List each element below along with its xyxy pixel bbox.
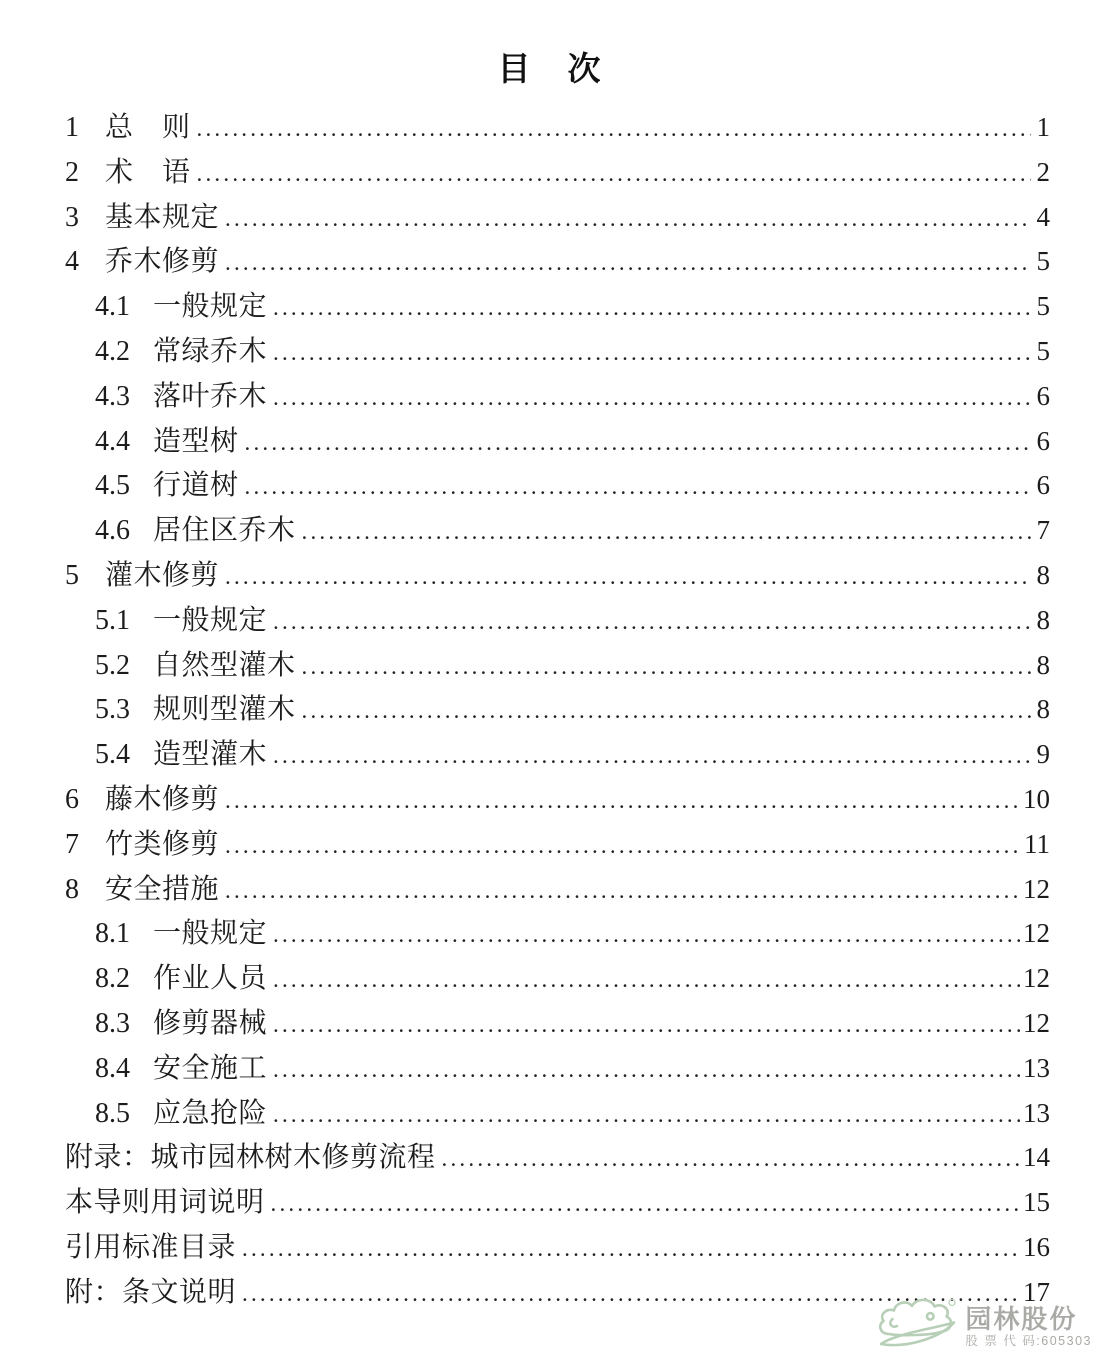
- toc-entry: [65, 1046, 1050, 1091]
- toc-entry: [65, 867, 1050, 912]
- toc-page-number: 6: [1036, 470, 1050, 501]
- toc-entry-label: 引用标准目录: [65, 1231, 237, 1263]
- toc-page-number: 14: [1023, 1142, 1050, 1173]
- toc-page-number: 12: [1023, 918, 1050, 949]
- toc-entry-number: 4.2: [95, 335, 130, 367]
- toc-page-number: 6: [1036, 380, 1050, 411]
- toc-entry-label: 自然型灌木: [153, 649, 296, 681]
- toc-entry: [65, 732, 1050, 777]
- toc-page-number: 12: [1023, 963, 1050, 994]
- dot-leader: [242, 1227, 1020, 1275]
- toc-entry-label: 造型灌木: [153, 739, 268, 771]
- toc-entry: [65, 822, 1050, 867]
- dot-leader: [302, 510, 1031, 558]
- toc-entry-number: 2: [65, 156, 79, 188]
- toc-entry-label: 居住区乔木: [153, 515, 296, 547]
- dot-leader: [273, 1093, 1020, 1141]
- toc-entry: [65, 150, 1050, 195]
- toc-entry: [65, 1135, 1050, 1180]
- toc-page-number: 5: [1036, 291, 1050, 322]
- toc-page-number: 13: [1023, 1052, 1050, 1083]
- dot-leader: [273, 600, 1031, 648]
- toc-entry: [65, 508, 1050, 553]
- toc-entry-label: 术 语: [105, 156, 191, 188]
- toc-entry-number: 8.3: [95, 1007, 130, 1039]
- toc-entry-number: 4.4: [95, 425, 130, 457]
- toc-entry-number: 5.3: [95, 694, 130, 726]
- toc-entry-number: 8.5: [95, 1097, 130, 1129]
- toc-page-number: 9: [1036, 739, 1050, 770]
- toc-entry: [65, 687, 1050, 732]
- toc-page-number: 12: [1023, 1007, 1050, 1038]
- cloud-logo-icon: [874, 1295, 960, 1358]
- toc-entry-label: 乔木修剪: [105, 246, 220, 278]
- toc-entry-number: 7: [65, 828, 79, 860]
- dot-leader: [442, 1137, 1020, 1185]
- dot-leader: [273, 734, 1031, 782]
- toc-page-number: 13: [1023, 1097, 1050, 1128]
- toc-entry-number: 5.1: [95, 604, 130, 636]
- toc-page-number: 4: [1036, 201, 1050, 232]
- toc-entry-number: 6: [65, 783, 79, 815]
- dot-leader: [225, 869, 1020, 917]
- toc-page-number: 15: [1023, 1187, 1050, 1218]
- toc-entry: [65, 1180, 1050, 1225]
- dot-leader: [302, 689, 1031, 737]
- dot-leader: [225, 824, 1021, 872]
- toc-entry-number: 8.2: [95, 963, 130, 995]
- toc-entry-label: 造型树: [153, 425, 239, 457]
- dot-leader: [245, 465, 1031, 513]
- toc-entry-number: 4.1: [95, 291, 130, 323]
- toc-entry-label: 常绿乔木: [153, 335, 268, 367]
- toc-page-number: 10: [1023, 783, 1050, 814]
- dot-leader: [197, 152, 1031, 200]
- logo-stock-code: 股 票 代 码:605303: [965, 1333, 1092, 1348]
- toc-entry: [65, 239, 1050, 284]
- toc-entry: [65, 1091, 1050, 1136]
- toc-entry-number: 5.2: [95, 649, 130, 681]
- dot-leader: [225, 779, 1020, 827]
- toc-page-number: 8: [1036, 694, 1050, 725]
- toc-page-number: 1: [1036, 112, 1050, 142]
- toc-page-number: 2: [1036, 156, 1050, 187]
- toc-entry-label: 一般规定: [153, 604, 268, 636]
- toc-entry-number: 3: [65, 201, 79, 233]
- toc-entry: [65, 643, 1050, 688]
- toc-entry: [65, 777, 1050, 822]
- dot-leader: [225, 197, 1031, 245]
- toc-entry-label: 行道树: [153, 470, 239, 502]
- toc-entry-label: 附：条文说明: [65, 1276, 237, 1308]
- toc-list: [0, 105, 1100, 1315]
- toc-entry-label: 竹类修剪: [105, 828, 220, 860]
- dot-leader: [245, 421, 1031, 469]
- dot-leader: [273, 958, 1020, 1006]
- toc-entry: [65, 956, 1050, 1001]
- toc-entry-label: 应急抢险: [153, 1097, 268, 1129]
- toc-entry-number: 4: [65, 246, 79, 278]
- toc-page-number: 5: [1036, 246, 1050, 277]
- toc-page-number: 17: [1023, 1276, 1050, 1307]
- toc-page-number: 8: [1036, 649, 1050, 680]
- toc-entry: [65, 1225, 1050, 1270]
- toc-entry: [65, 598, 1050, 643]
- toc-entry-label: 本导则用词说明: [65, 1187, 265, 1219]
- toc-entry: [65, 195, 1050, 240]
- toc-entry-label: 安全措施: [105, 873, 220, 905]
- toc-entry: [65, 463, 1050, 508]
- toc-entry-label: 灌木修剪: [105, 559, 220, 591]
- toc-entry: [65, 1001, 1050, 1046]
- toc-entry-label: 附录：城市园林树木修剪流程: [65, 1142, 436, 1174]
- toc-entry-number: 8.1: [95, 918, 130, 950]
- toc-entry: [65, 284, 1050, 329]
- dot-leader: [273, 376, 1031, 424]
- dot-leader: [225, 555, 1031, 603]
- toc-entry: [65, 105, 1050, 150]
- toc-page-number: 6: [1036, 425, 1050, 456]
- toc-entry-label: 安全施工: [153, 1052, 268, 1084]
- toc-entry-label: 规则型灌木: [153, 694, 296, 726]
- toc-entry-label: 作业人员: [153, 963, 268, 995]
- toc-page-number: 8: [1036, 559, 1050, 590]
- toc-entry-number: 8: [65, 873, 79, 905]
- toc-entry-label: 落叶乔木: [153, 380, 268, 412]
- dot-leader: [273, 1048, 1020, 1096]
- toc-entry-number: 5.4: [95, 739, 130, 771]
- footer-logo: [874, 1295, 1092, 1358]
- toc-entry-number: 4.6: [95, 515, 130, 547]
- toc-entry: [65, 374, 1050, 419]
- toc-entry-label: 藤木修剪: [105, 783, 220, 815]
- toc-page-number: 8: [1036, 604, 1050, 635]
- toc-page-number: 11: [1024, 828, 1050, 859]
- toc-entry-label: 一般规定: [153, 918, 268, 950]
- toc-entry-number: 4.5: [95, 470, 130, 502]
- toc-page-number: 5: [1036, 335, 1050, 366]
- toc-entry-label: 一般规定: [153, 291, 268, 323]
- dot-leader: [302, 645, 1031, 693]
- toc-entry-number: 4.3: [95, 380, 130, 412]
- toc-entry: [65, 329, 1050, 374]
- logo-company-name: 园林股份: [965, 1303, 1078, 1334]
- dot-leader: [271, 1182, 1020, 1230]
- toc-entry: [65, 419, 1050, 464]
- toc-page-number: 12: [1023, 873, 1050, 904]
- toc-entry-number: 8.4: [95, 1052, 130, 1084]
- toc-entry-label: 总 则: [105, 112, 191, 143]
- toc-entry: [65, 911, 1050, 956]
- toc-page-number: 7: [1036, 515, 1050, 546]
- toc-entry-label: 基本规定: [105, 201, 220, 233]
- dot-leader: [273, 331, 1031, 379]
- toc-entry-label: 修剪器械: [153, 1007, 268, 1039]
- toc-entry-number: 1: [65, 112, 79, 143]
- toc-entry: [65, 553, 1050, 598]
- dot-leader: [273, 1003, 1020, 1051]
- toc-page-number: 16: [1023, 1231, 1050, 1262]
- dot-leader: [273, 913, 1020, 961]
- dot-leader: [197, 107, 1031, 155]
- dot-leader: [225, 241, 1031, 289]
- dot-leader: [273, 286, 1031, 334]
- toc-entry-number: 5: [65, 559, 79, 591]
- page-title: 目 次: [497, 50, 603, 87]
